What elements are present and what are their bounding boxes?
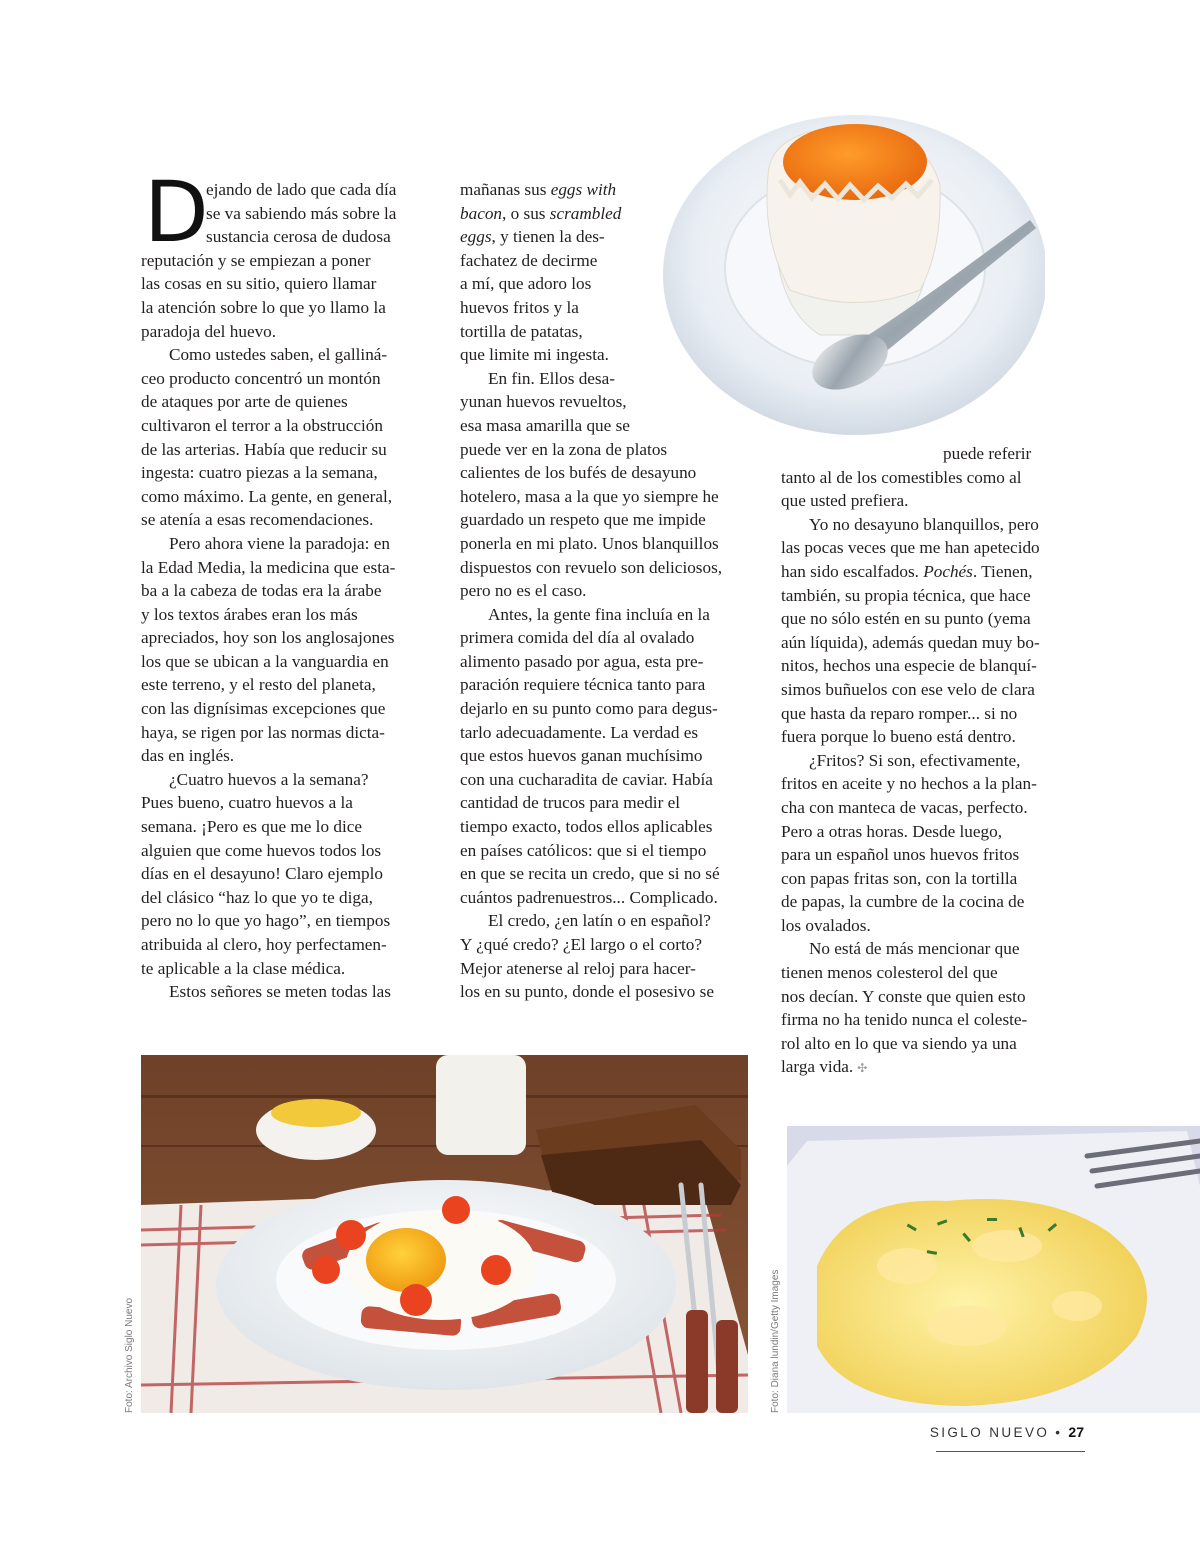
line-text: No está de más mencionar que: [809, 939, 1020, 959]
line-text: que estos huevos ganan muchísimo: [460, 746, 703, 766]
text-line: [141, 508, 431, 532]
text-line: [781, 1008, 1081, 1032]
text-line: [141, 225, 431, 249]
line-text: los ovalados.: [781, 915, 871, 935]
text-line: [460, 957, 755, 981]
line-text: como máximo. La gente, en general,: [141, 486, 393, 506]
line-text: nos decían. Y conste que quien esto: [781, 986, 1026, 1006]
line-text: Como ustedes saben, el galliná-: [169, 345, 388, 365]
text-line: [781, 442, 1081, 466]
line-text: se va sabiendo más sobre la: [206, 203, 397, 223]
text-line: [141, 673, 431, 697]
text-line: [781, 536, 1081, 560]
line-text: se atenía a esas recomendaciones.: [141, 510, 374, 530]
text-line: [781, 678, 1081, 702]
line-text: sustancia cerosa de dudosa: [206, 227, 391, 247]
line-text: la atención sobre lo que yo llamo la: [141, 297, 386, 317]
line-text: para un español unos huevos fritos: [781, 845, 1020, 865]
text-line: [781, 631, 1081, 655]
text-line: [141, 320, 431, 344]
line-text: con papas fritas son, con la tortilla: [781, 868, 1018, 888]
text-line: [460, 768, 755, 792]
text-line: [141, 178, 431, 202]
text-line: [141, 249, 431, 273]
line-text: Pero a otras horas. Desde luego,: [781, 821, 1002, 841]
line-text: puede ver en la zona de platos: [460, 439, 668, 459]
line-text: tiempo exacto, todos ellos aplicables: [460, 817, 713, 837]
line-text: fachatez de decirme: [460, 250, 598, 270]
line-text: aún líquida), además quedan muy bo-: [781, 632, 1040, 652]
text-line: [141, 626, 431, 650]
text-line: [781, 654, 1081, 678]
line-text: apreciados, hoy son los anglosajones: [141, 628, 395, 648]
line-text: guardado un respeto que me impide: [460, 510, 706, 530]
line-text: . Tienen,: [972, 561, 1033, 581]
fried-yolk-shape: [366, 1228, 446, 1292]
page-number: 27: [1068, 1424, 1084, 1440]
line-text: reputación y se empiezan a poner: [141, 250, 371, 270]
text-line: [460, 556, 755, 580]
text-line: [460, 603, 755, 627]
text-line: [141, 768, 431, 792]
text-line: [781, 725, 1081, 749]
text-line: [460, 673, 755, 697]
line-text: pero no lo que yo hago”, en tiempos: [141, 911, 391, 931]
text-line: [460, 791, 755, 815]
text-line: [141, 556, 431, 580]
text-line: [460, 862, 755, 886]
soft-boiled-egg-photo: [650, 100, 1045, 440]
line-text: Pues bueno, cuatro huevos a la: [141, 793, 353, 813]
magazine-name: SIGLO NUEVO: [929, 1424, 1050, 1440]
text-line: [460, 461, 755, 485]
text-line: [141, 485, 431, 509]
italic-text: Pochés: [923, 561, 973, 581]
line-text: con las dignísimas excepciones que: [141, 699, 386, 719]
line-text: que hasta da reparo romper... si no: [781, 703, 1018, 723]
text-line: [460, 909, 755, 933]
line-text: puede referir: [943, 444, 1032, 463]
text-line: [460, 650, 755, 674]
line-text: la Edad Media, la medicina que esta-: [141, 557, 396, 577]
text-line: [781, 890, 1081, 914]
text-line: [781, 820, 1081, 844]
line-text: tanto al de los comestibles como al: [781, 467, 1022, 487]
line-text: también, su propia técnica, que hace: [781, 585, 1031, 605]
line-text: ¿Cuatro huevos a la semana?: [169, 769, 369, 789]
text-line: [141, 980, 431, 1004]
text-line: [141, 933, 431, 957]
line-text: simos buñuelos con ese velo de clara: [781, 679, 1035, 699]
text-line: [141, 461, 431, 485]
line-text: tienen menos colesterol del que: [781, 963, 998, 983]
line-text: das en inglés.: [141, 746, 235, 766]
text-line: [460, 579, 755, 603]
text-line: [460, 508, 755, 532]
text-line: [141, 697, 431, 721]
photo-credit-1: Foto: Archivo Siglo Nuevo: [124, 1297, 135, 1413]
line-text: cuántos padrenuestros... Complicado.: [460, 887, 718, 907]
line-text: que no sólo estén en su punto (yema: [781, 609, 1031, 629]
line-text: paradoja del huevo.: [141, 321, 277, 341]
text-line: [460, 980, 755, 1004]
text-line: [781, 560, 1081, 584]
line-text: cantidad de trucos para medir el: [460, 793, 680, 813]
italic-text: eggs with: [550, 180, 617, 199]
text-line: [460, 485, 755, 509]
line-text: paración requiere técnica tanto para: [460, 675, 706, 695]
article-column-3: [781, 442, 1081, 1081]
page-footer: [930, 1424, 1084, 1440]
line-text: haya, se rigen por las normas dicta-: [141, 722, 385, 742]
photo-credit-2: Foto: Diana lundin/Getty Images: [770, 1269, 781, 1413]
line-text: las cosas en su sitio, quiero llamar: [141, 274, 377, 294]
line-text: de papas, la cumbre de la cocina de: [781, 892, 1025, 912]
line-text: yunan huevos revueltos,: [460, 392, 627, 412]
line-text: mañanas sus: [460, 180, 551, 199]
text-line: [781, 466, 1081, 490]
end-mark-icon: ✣: [857, 1061, 868, 1076]
line-text: ba a la cabeza de todas era la árabe: [141, 581, 382, 601]
line-text: cultivaron el terror a la obstrucción: [141, 415, 383, 435]
text-line: [141, 886, 431, 910]
line-text: nitos, hechos una especie de blanquí-: [781, 656, 1037, 676]
line-text: ceo producto concentró un montón: [141, 368, 381, 388]
text-line: [141, 202, 431, 226]
line-text: rol alto en lo que va siendo ya una: [781, 1033, 1017, 1053]
article-column-1: [141, 178, 431, 1004]
line-text: huevos fritos y la: [460, 297, 579, 317]
line-text: Mejor atenerse al reloj para hacer-: [460, 958, 696, 978]
text-line: [141, 862, 431, 886]
line-text: de las arterias. Había que reducir su: [141, 439, 387, 459]
text-line: [141, 390, 431, 414]
line-text: del clásico “haz lo que yo te diga,: [141, 887, 373, 907]
footer-rule: [936, 1451, 1085, 1452]
text-line: [781, 702, 1081, 726]
text-line: [781, 584, 1081, 608]
text-line: [460, 839, 755, 863]
text-line: [781, 961, 1081, 985]
italic-text: eggs: [460, 227, 492, 247]
text-line: [141, 744, 431, 768]
line-text: semana. ¡Pero es que me lo dice: [141, 817, 362, 837]
line-text: las pocas veces que me han apetecido: [781, 538, 1040, 558]
line-text: que usted prefiera.: [781, 491, 909, 511]
line-text: ¿Fritos? Si son, efectivamente,: [809, 750, 1021, 770]
text-line: [781, 985, 1081, 1009]
text-line: [141, 603, 431, 627]
text-line: [141, 650, 431, 674]
line-text: hotelero, masa a la que yo siempre he: [460, 486, 719, 506]
line-text: los en su punto, donde el posesivo se: [460, 982, 714, 1002]
line-text: larga vida.: [781, 1057, 854, 1077]
line-text: han sido escalfados.: [781, 561, 924, 581]
line-text: Estos señores se meten todas las: [169, 982, 391, 1002]
text-line: [141, 343, 431, 367]
line-text: alimento pasado por agua, esta pre-: [460, 651, 704, 671]
line-text: calientes de los bufés de desayuno: [460, 463, 697, 483]
text-line: [781, 867, 1081, 891]
line-text: atribuida al clero, hoy perfectamen-: [141, 935, 387, 954]
line-text: alguien que come huevos todos los: [141, 840, 382, 860]
text-line: [141, 438, 431, 462]
text-line: [781, 607, 1081, 631]
text-line: [781, 772, 1081, 796]
text-line: [141, 414, 431, 438]
line-text: te aplicable a la clase médica.: [141, 958, 346, 978]
drop-cap: D: [144, 163, 209, 261]
line-text: en países católicos: que si el tiempo: [460, 840, 707, 860]
line-text: , o sus: [502, 203, 550, 223]
text-line: [781, 1032, 1081, 1056]
text-line: [460, 744, 755, 768]
line-text: Antes, la gente fina incluía en la: [488, 604, 710, 624]
fried-egg-bacon-photo: [141, 1055, 748, 1413]
line-text: pero no es el caso.: [460, 581, 587, 601]
text-line: [781, 796, 1081, 820]
line-text: tarlo adecuadamente. La verdad es: [460, 722, 699, 742]
line-text: dispuestos con revuelo son deliciosos,: [460, 557, 723, 577]
text-line: [781, 914, 1081, 938]
line-text: ejando de lado que cada día: [206, 180, 397, 199]
text-line: [460, 933, 755, 957]
italic-text: bacon: [460, 203, 503, 223]
line-text: , y tienen la des-: [491, 227, 605, 247]
text-line: [141, 791, 431, 815]
text-line: [141, 839, 431, 863]
text-line: [781, 1055, 1081, 1081]
text-line: [781, 489, 1081, 513]
text-line: [460, 886, 755, 910]
line-text: en que se recita un credo, que si no sé: [460, 864, 720, 884]
line-text: días en el desayuno! Claro ejemplo: [141, 864, 383, 884]
line-text: de ataques por arte de quienes: [141, 392, 348, 412]
line-text: con una cucharadita de caviar. Había: [460, 769, 713, 789]
line-text: que limite mi ingesta.: [460, 345, 609, 365]
text-line: [781, 749, 1081, 773]
text-line: [141, 272, 431, 296]
line-text: cha con manteca de vacas, perfecto.: [781, 797, 1028, 817]
line-text: dejarlo en su punto como para degus-: [460, 699, 718, 719]
text-line: [141, 909, 431, 933]
footer-separator: •: [1055, 1424, 1063, 1440]
scrambled-eggs-photo: [787, 1126, 1200, 1413]
line-text: Pero ahora viene la paradoja: en: [169, 533, 390, 553]
text-line: [141, 579, 431, 603]
line-text: este terreno, y el resto del planeta,: [141, 675, 376, 695]
text-line: [141, 296, 431, 320]
line-text: fuera porque lo bueno está dentro.: [781, 727, 1016, 747]
text-line: [781, 513, 1081, 537]
text-line: [460, 438, 755, 462]
line-text: Y ¿qué credo? ¿El largo o el corto?: [460, 935, 702, 954]
text-line: [141, 815, 431, 839]
italic-text: scrambled: [549, 203, 622, 223]
line-text: primera comida del día al ovalado: [460, 628, 695, 648]
text-line: [141, 532, 431, 556]
line-text: y los textos árabes eran los más: [141, 604, 358, 624]
line-text: ingesta: cuatro piezas a la semana,: [141, 463, 378, 483]
text-line: [460, 626, 755, 650]
text-line: [460, 815, 755, 839]
text-line: [141, 957, 431, 981]
text-line: [141, 367, 431, 391]
line-text: los que se ubican a la vanguardia en: [141, 651, 389, 671]
text-line: [460, 532, 755, 556]
text-line: [460, 721, 755, 745]
line-text: El credo, ¿en latín o en español?: [488, 911, 711, 931]
line-text: a mí, que adoro los: [460, 274, 592, 294]
line-text: fritos en aceite y no hechos a la plan-: [781, 774, 1037, 794]
text-line: [781, 937, 1081, 961]
line-text: esa masa amarilla que se: [460, 415, 630, 435]
line-text: ponerla en mi plato. Unos blanquillos: [460, 533, 719, 553]
line-text: Yo no desayuno blanquillos, pero: [809, 514, 1039, 534]
text-line: [141, 721, 431, 745]
line-text: tortilla de patatas,: [460, 321, 583, 341]
text-line: [460, 697, 755, 721]
line-text: firma no ha tenido nunca el coleste-: [781, 1010, 1028, 1030]
text-line: [781, 843, 1081, 867]
line-text: En fin. Ellos desa-: [488, 368, 615, 388]
